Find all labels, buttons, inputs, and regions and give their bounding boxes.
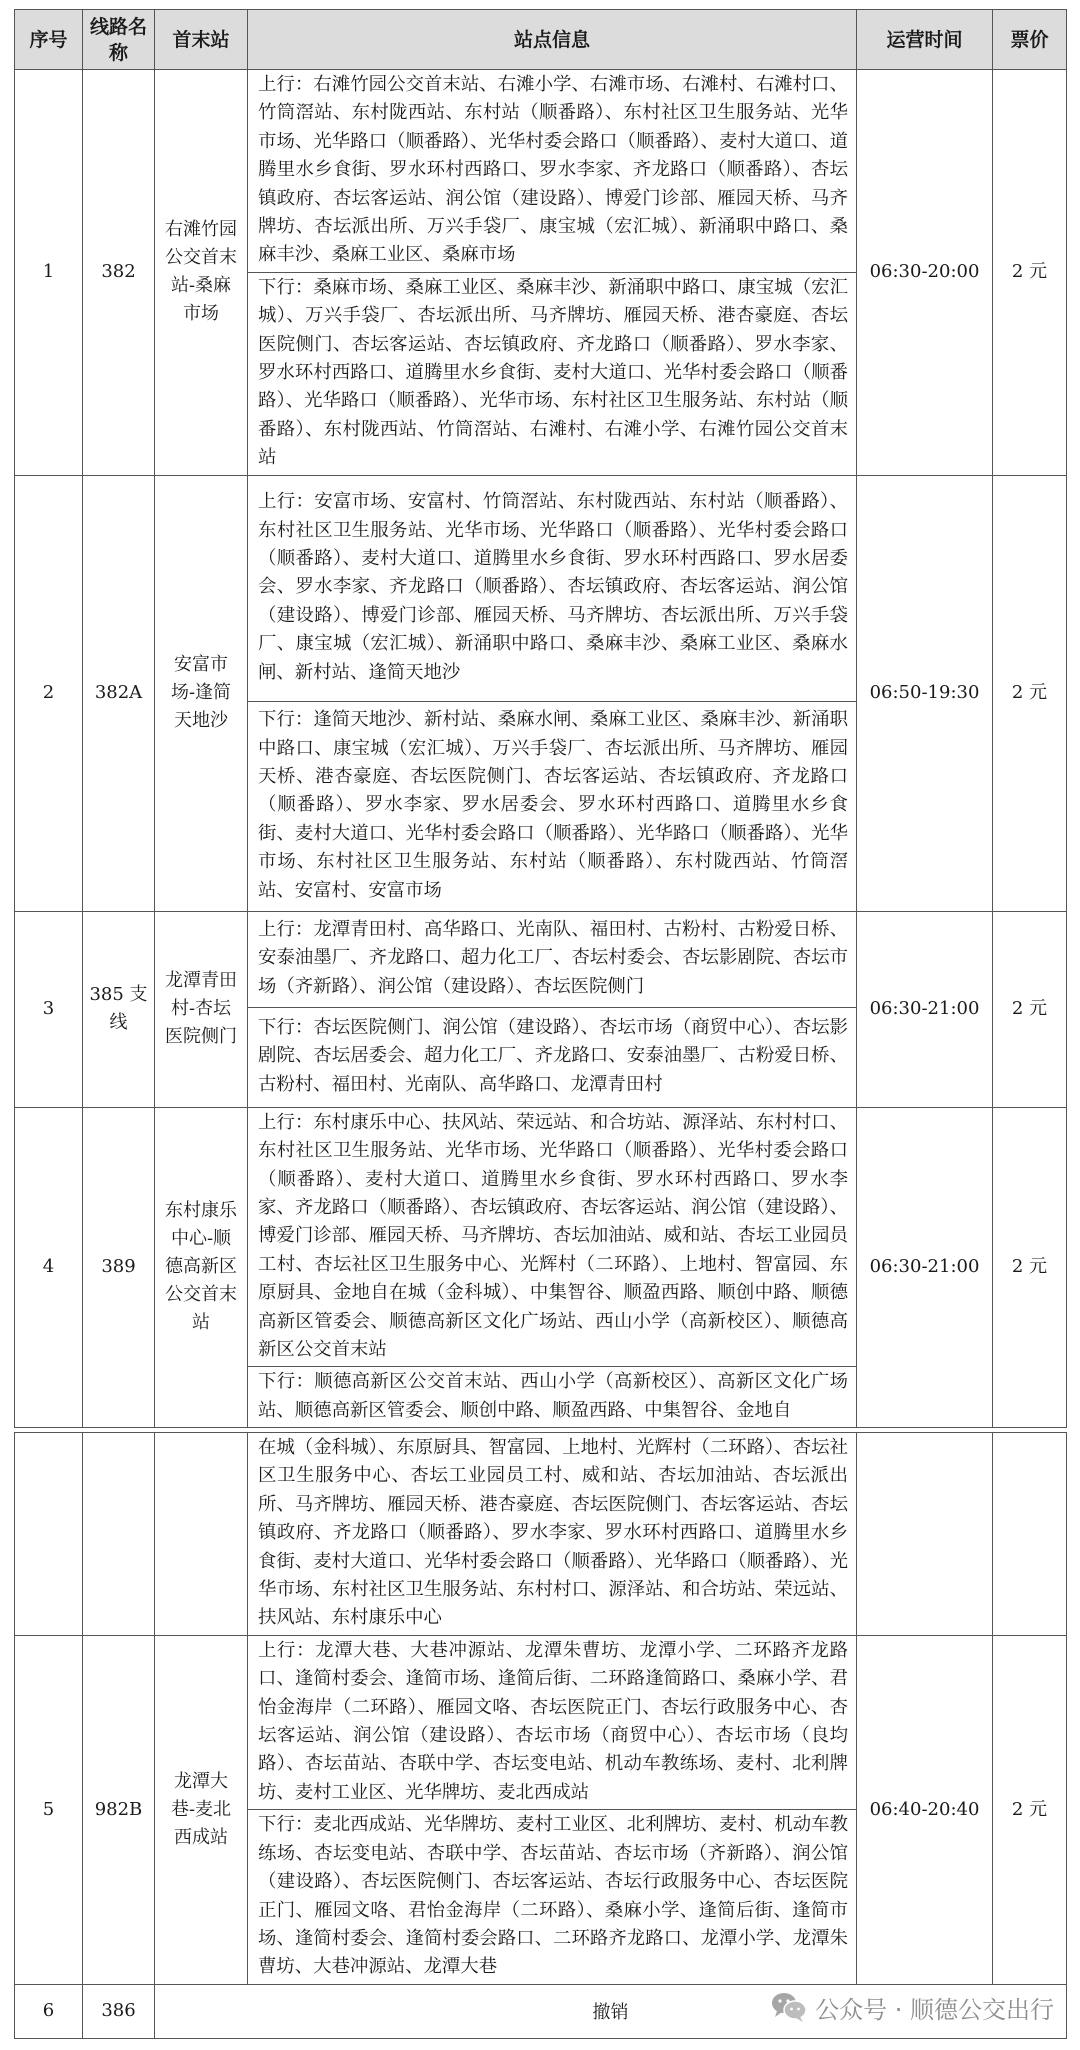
wechat-icon	[771, 1991, 807, 2023]
row-index: 3	[15, 911, 83, 1107]
header-route-text: 线路名称	[89, 15, 147, 64]
row-terminal: 右滩竹园公交首末站-桑麻市场	[155, 70, 248, 476]
row-route-empty	[83, 1433, 155, 1636]
row-up-stops: 上行：东村康乐中心、扶风站、荣远站、和合坊站、源泽站、东村村口、东村社区卫生服务站、光华市场、光华路口（顺番路）、光华村委会路口（顺番路）、麦村大道口、道腾里水乡食街、罗水环村西路口、罗水李家、齐龙路口（顺番路）、杏坛镇政府、杏坛客运站、润公馆（建设路）、博爱门诊部、雁园天桥、马齐牌坊、杏坛加油站、威和站、杏坛工业园员工村、杏坛社区卫生服务中心、光辉村（二环路）、上地村、智富园、东原厨具、金地自在城（金科城）、中集智谷、顺盈西路、顺创中路、顺德高新区管委会、顺德高新区文化广场站、西山小学（高新校区）、顺德高新区公交首末站	[248, 1107, 857, 1367]
table-row	[15, 1635, 1067, 1809]
row-down-stops: 下行：桑麻市场、桑麻工业区、桑麻丰沙、新涌职中路口、康宝城（宏汇城）、万兴手袋厂、杏坛派出所、马齐牌坊、雁园天桥、港杏豪庭、杏坛医院侧门、杏坛客运站、杏坛镇政府、齐龙路口（顺番路）、罗水李家、罗水环村西路口、道腾里水乡食街、麦村大道口、光华村委会路口（顺番路）、光华路口（顺番路）、光华市场、东村社区卫生服务站、东村站（顺番路）、东村陇西站、竹筒滘站、右滩村、右滩小学、右滩竹园公交首末站	[248, 272, 857, 475]
row-up-stops: 上行：龙潭大巷、大巷冲源站、龙潭朱曹坊、龙潭小学、二环路齐龙路口、逢简村委会、逢简市场、逢简后街、二环路逢简路口、桑麻小学、君怡金海岸（二环路）、雁园文咯、杏坛医院正门、杏坛行政服务中心、杏坛客运站、润公馆（建设路）、杏坛市场（商贸中心）、杏坛市场（良均路）、杏坛苗站、杏联中学、杏坛变电站、机动车教练场、麦村、北利牌坊、麦村工业区、光华牌坊、麦北西成站	[248, 1635, 857, 1809]
row-cancel-note: 撤销	[155, 1984, 1067, 2038]
row-route: 982B	[83, 1635, 155, 1984]
row-hours: 06:50-19:30	[857, 475, 993, 911]
row-terminal: 安富市场-逢简天地沙	[155, 475, 248, 911]
row-down-stops: 下行：麦北西成站、光华牌坊、麦村工业区、北利牌坊、麦村、机动车教练场、杏坛变电站、杏联中学、杏坛苗站、杏坛市场（齐新路）、润公馆（建设路）、杏坛医院侧门、杏坛客运站、杏坛行政服务中心、杏坛医院正门、雁园文咯、君怡金海岸（二环路）、桑麻小学、逢简后街、逢简市场、逢简村委会、逢简村委会路口、二环路齐龙路口、龙潭小学、龙潭朱曹坊、大巷冲源站、龙潭大巷	[248, 1810, 857, 1984]
row-terminal-empty	[155, 1433, 248, 1636]
row-down-stops: 下行：杏坛医院侧门、润公馆（建设路）、杏坛市场（商贸中心）、杏坛影剧院、杏坛居委会、超力化工厂、齐龙路口、安泰油墨厂、古粉爱日桥、古粉村、福田村、光南队、高华路口、龙潭青田村	[248, 1007, 857, 1107]
row-continued-stops: 在城（金科城）、东原厨具、智富园、上地村、光辉村（二环路）、杏坛社区卫生服务中心、杏坛工业园员工村、威和站、杏坛加油站、杏坛派出所、马齐牌坊、雁园天桥、港杏豪庭、杏坛医院侧门、杏坛客运站、杏坛镇政府、齐龙路口（顺番路）、罗水李家、罗水环村西路口、道腾里水乡食街、麦村大道口、光华村委会路口（顺番路）、光华路口（顺番路）、光华市场、东村社区卫生服务站、东村村口、源泽站、和合坊站、荣远站、扶风站、东村康乐中心	[248, 1433, 857, 1636]
table-row	[15, 475, 1067, 701]
table-row	[15, 911, 1067, 1007]
row-fare: 2 元	[993, 911, 1067, 1107]
table-row	[15, 70, 1067, 273]
row-terminal: 龙潭青田村-杏坛医院侧门	[155, 911, 248, 1107]
row-index: 1	[15, 70, 83, 476]
row-index: 4	[15, 1107, 83, 1427]
row-down-stops: 下行：顺德高新区公交首末站、西山小学（高新校区）、高新区文化广场站、顺德高新区管委会、顺创中路、顺盈西路、中集智谷、金地自	[248, 1367, 857, 1428]
watermark	[771, 1987, 1054, 2027]
row-hours: 06:30-21:00	[857, 1107, 993, 1427]
row-route: 385 支线	[83, 911, 155, 1107]
row-index-empty	[15, 1433, 83, 1636]
route-table	[14, 9, 1067, 1428]
table-row	[15, 1433, 1067, 1636]
route-table-continued	[14, 1432, 1067, 2039]
header-terminal: 首末站	[155, 10, 248, 70]
row-fare: 2 元	[993, 70, 1067, 476]
row-up-stops: 上行：龙潭青田村、高华路口、光南队、福田村、古粉村、古粉爱日桥、安泰油墨厂、齐龙路口、超力化工厂、杏坛村委会、杏坛影剧院、杏坛市场（齐新路）、润公馆（建设路）、杏坛医院侧门	[248, 911, 857, 1007]
row-fare: 2 元	[993, 1107, 1067, 1427]
row-up-stops: 上行：右滩竹园公交首末站、右滩小学、右滩市场、右滩村、右滩村口、竹筒滘站、东村陇西站、东村站（顺番路）、东村社区卫生服务站、光华市场、光华路口（顺番路）、光华村委会路口（顺番路）、麦村大道口、道腾里水乡食街、罗水环村西路口、罗水李家、齐龙路口（顺番路）、杏坛镇政府、杏坛客运站、润公馆（建设路）、博爱门诊部、雁园天桥、马齐牌坊、杏坛派出所、万兴手袋厂、康宝城（宏汇城）、新涌职中路口、桑麻丰沙、桑麻工业区、桑麻市场	[248, 70, 857, 273]
row-hours-empty	[857, 1433, 993, 1636]
header-row	[15, 10, 1067, 70]
row-fare: 2 元	[993, 1635, 1067, 1984]
row-terminal: 东村康乐中心-顺德高新区公交首末站	[155, 1107, 248, 1427]
row-route: 382	[83, 70, 155, 476]
table-row	[15, 1107, 1067, 1367]
row-route: 389	[83, 1107, 155, 1427]
header-hours: 运营时间	[857, 10, 993, 70]
watermark-text: 公众号 · 顺德公交出行	[815, 1995, 1054, 2024]
row-fare-empty	[993, 1433, 1067, 1636]
row-up-stops: 上行：安富市场、安富村、竹筒滘站、东村陇西站、东村站（顺番路）、东村社区卫生服务站、光华市场、光华路口（顺番路）、光华村委会路口（顺番路）、麦村大道口、道腾里水乡食街、罗水环村西路口、罗水居委会、罗水李家、齐龙路口（顺番路）、杏坛镇政府、杏坛客运站、润公馆（建设路）、博爱门诊部、雁园天桥、马齐牌坊、杏坛派出所、万兴手袋厂、康宝城（宏汇城）、新涌职中路口、桑麻丰沙、桑麻工业区、桑麻水闸、新村站、逢简天地沙	[248, 475, 857, 701]
header-fare: 票价	[993, 10, 1067, 70]
row-index: 6	[15, 1984, 83, 2038]
row-hours: 06:30-21:00	[857, 911, 993, 1107]
header-index: 序号	[15, 10, 83, 70]
row-hours: 06:30-20:00	[857, 70, 993, 476]
row-terminal: 龙潭大巷-麦北西成站	[155, 1635, 248, 1984]
row-down-stops: 下行：逢简天地沙、新村站、桑麻水闸、桑麻工业区、桑麻丰沙、新涌职中路口、康宝城（宏汇城）、万兴手袋厂、杏坛派出所、马齐牌坊、雁园天桥、港杏豪庭、杏坛医院侧门、杏坛客运站、杏坛镇政府、齐龙路口（顺番路）、罗水李家、罗水居委会、罗水环村西路口、道腾里水乡食街、麦村大道口、光华村委会路口（顺番路）、光华路口（顺番路）、光华市场、东村社区卫生服务站、东村站（顺番路）、东村陇西站、竹筒滘站、安富村、安富市场	[248, 701, 857, 911]
row-route: 382A	[83, 475, 155, 911]
row-fare: 2 元	[993, 475, 1067, 911]
row-index: 5	[15, 1635, 83, 1984]
header-stops: 站点信息	[248, 10, 857, 70]
row-hours: 06:40-20:40	[857, 1635, 993, 1984]
row-index: 2	[15, 475, 83, 911]
header-route	[83, 10, 155, 70]
row-route: 386	[83, 1984, 155, 2038]
